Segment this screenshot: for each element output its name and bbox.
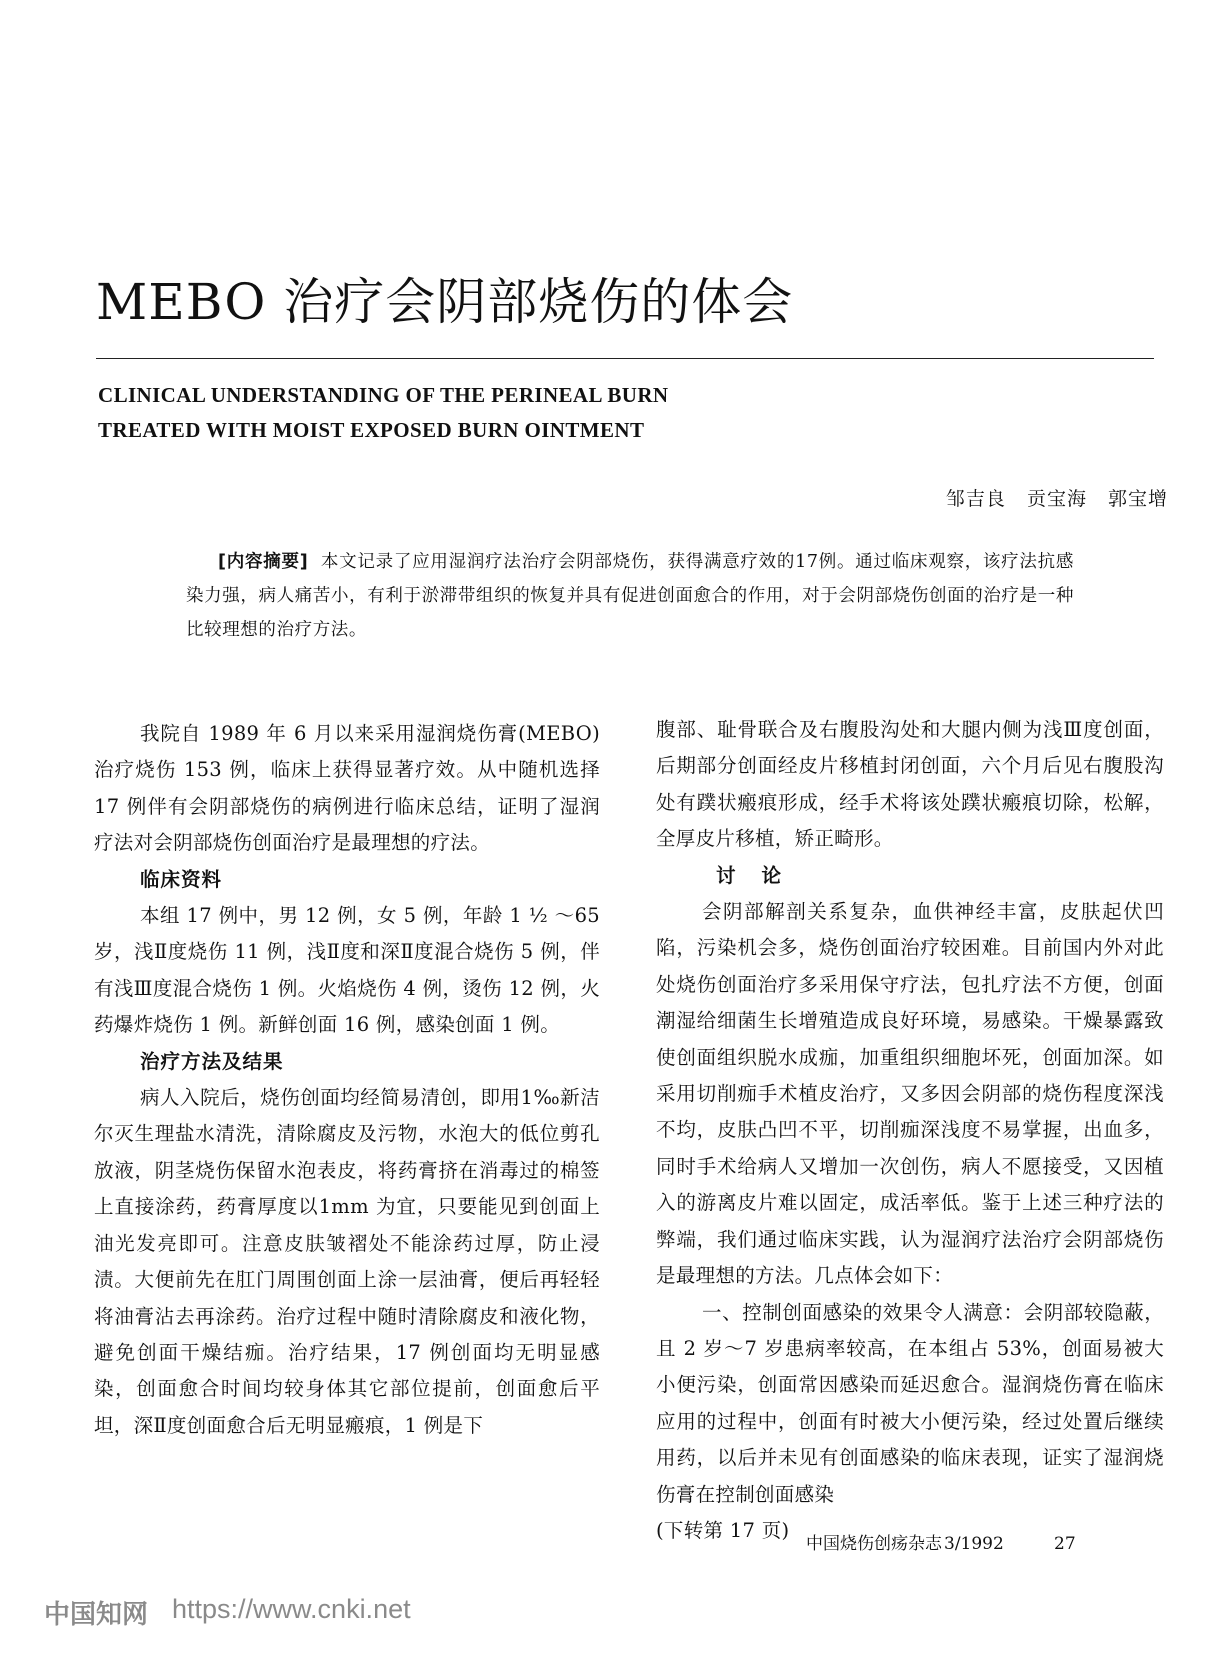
page-number: 27: [1054, 1534, 1076, 1554]
right-column: [656, 712, 1164, 1549]
section-heading-methods: 治疗方法及结果: [140, 1049, 284, 1073]
english-title-line-1: CLINICAL UNDERSTANDING OF THE PERINEAL BURN: [98, 383, 669, 407]
point-one-paragraph: 一、控制创面感染的效果令人满意：会阴部较隐蔽，且 2 岁～7 岁患病率较高，在本组占 53%，创面易被大小便污染，创面常因感染而延迟愈合。湿润烧伤膏在临床应用的过程中，创面有时被大小便污染，经过处置后继续用药，以后并未见有创面感染的临床表现，证实了湿润烧伤膏在控制创面感染: [656, 1300, 1164, 1506]
clinical-paragraph: 本组 17 例中，男 12 例，女 5 例，年龄 1 ½ ～65 岁，浅Ⅱ度烧伤 11 例，浅Ⅱ度和深Ⅱ度混合烧伤 5 例，伴有浅Ⅲ度混合烧伤 1 例。火焰烧伤 4 例，烫伤 12 例，火药爆炸烧伤 1 例。新鲜创面 16 例，感染创面 1 例。: [94, 904, 600, 1037]
discussion-paragraph: 会阴部解剖关系复杂，血供神经丰富，皮肤起伏凹陷，污染机会多，烧伤创面治疗较困难。目前国内外对此处烧伤创面治疗多采用保守疗法，包扎疗法不方便，创面潮湿给细菌生长增殖造成良好环境，易感染。干燥暴露致使创面组织脱水成痂，加重组织细胞坏死，创面加深。如采用切削痂手术植皮治疗，又多因会阴部的烧伤程度深浅不均，皮肤凸凹不平，切削痂深浅度不易掌握，出血多，同时手术给病人又增加一次创伤，病人不愿接受，又因植入的游离皮片难以固定，成活率低。鉴于上述三种疗法的弊端，我们通过临床实践，认为湿润疗法治疗会阴部烧伤是最理想的方法。几点体会如下：: [656, 900, 1164, 1288]
authors: 邹吉良 贡宝海 郭宝增: [945, 488, 1168, 510]
left-column: [94, 716, 600, 1444]
english-title: [98, 378, 1098, 448]
abstract: [186, 545, 1074, 647]
page-title: MEBO 治疗会阴部烧伤的体会: [96, 273, 794, 331]
abstract-label: [内容摘要]: [218, 552, 309, 572]
journal-name: 中国烧伤创疡杂志: [806, 1534, 942, 1554]
title-divider: [96, 358, 1154, 359]
cnki-watermark-logo: 中国知网: [44, 1600, 149, 1630]
methods-paragraph: 病人入院后，烧伤创面均经简易清创，即用1‰新洁尔灭生理盐水清洗，清除腐皮及污物，水泡大的低位剪孔放液，阴茎烧伤保留水泡表皮，将药膏挤在消毒过的棉签上直接涂药，药膏厚度以1mm 为宜，只要能见到创面上油光发亮即可。注意皮肤皱褶处不能涂药过厚，防止浸渍。大便前先在肛门周围创面上涂一层油膏，便后再轻轻将油膏沾去再涂药。治疗过程中随时清除腐皮和液化物，避免创面干燥结痂。治疗结果，17 例创面均无明显感染，创面愈合时间均较身体其它部位提前，创面愈后平坦，深Ⅱ度创面愈合后无明显瘢痕，1 例是下: [94, 1086, 600, 1437]
intro-paragraph: 我院自 1989 年 6 月以来采用湿润烧伤膏(MEBO)治疗烧伤 153 例，临床上获得显著疗效。从中随机选择 17 例伴有会阴部烧伤的病例进行临床总结，证明了湿润疗法对会阴部烧伤创面治疗是最理想的疗法。: [94, 722, 600, 855]
issue-number: 3/1992: [944, 1534, 1004, 1554]
continued-paragraph: 腹部、耻骨联合及右腹股沟处和大腿内侧为浅Ⅲ度创面，后期部分创面经皮片移植封闭创面，六个月后见右腹股沟处有蹼状瘢痕形成，经手术将该处蹼状瘢痕切除，松解，全厚皮片移植，矫正畸形。: [656, 718, 1164, 851]
abstract-text: 本文记录了应用湿润疗法治疗会阴部烧伤，获得满意疗效的17例。通过临床观察，该疗法抗感染力强，病人痛苦小，有利于淤滞带组织的恢复并具有促进创面愈合的作用，对于会阴部烧伤创面的治疗是一种比较理想的治疗方法。: [186, 552, 1074, 640]
section-heading-clinical: 临床资料: [140, 867, 223, 891]
continued-note: (下转第 17 页): [656, 1518, 790, 1542]
english-title-line-2: TREATED WITH MOIST EXPOSED BURN OINTMENT: [98, 418, 645, 442]
cnki-watermark-url: https://www.cnki.net: [172, 1594, 411, 1624]
section-heading-discussion: 讨论: [716, 863, 808, 887]
